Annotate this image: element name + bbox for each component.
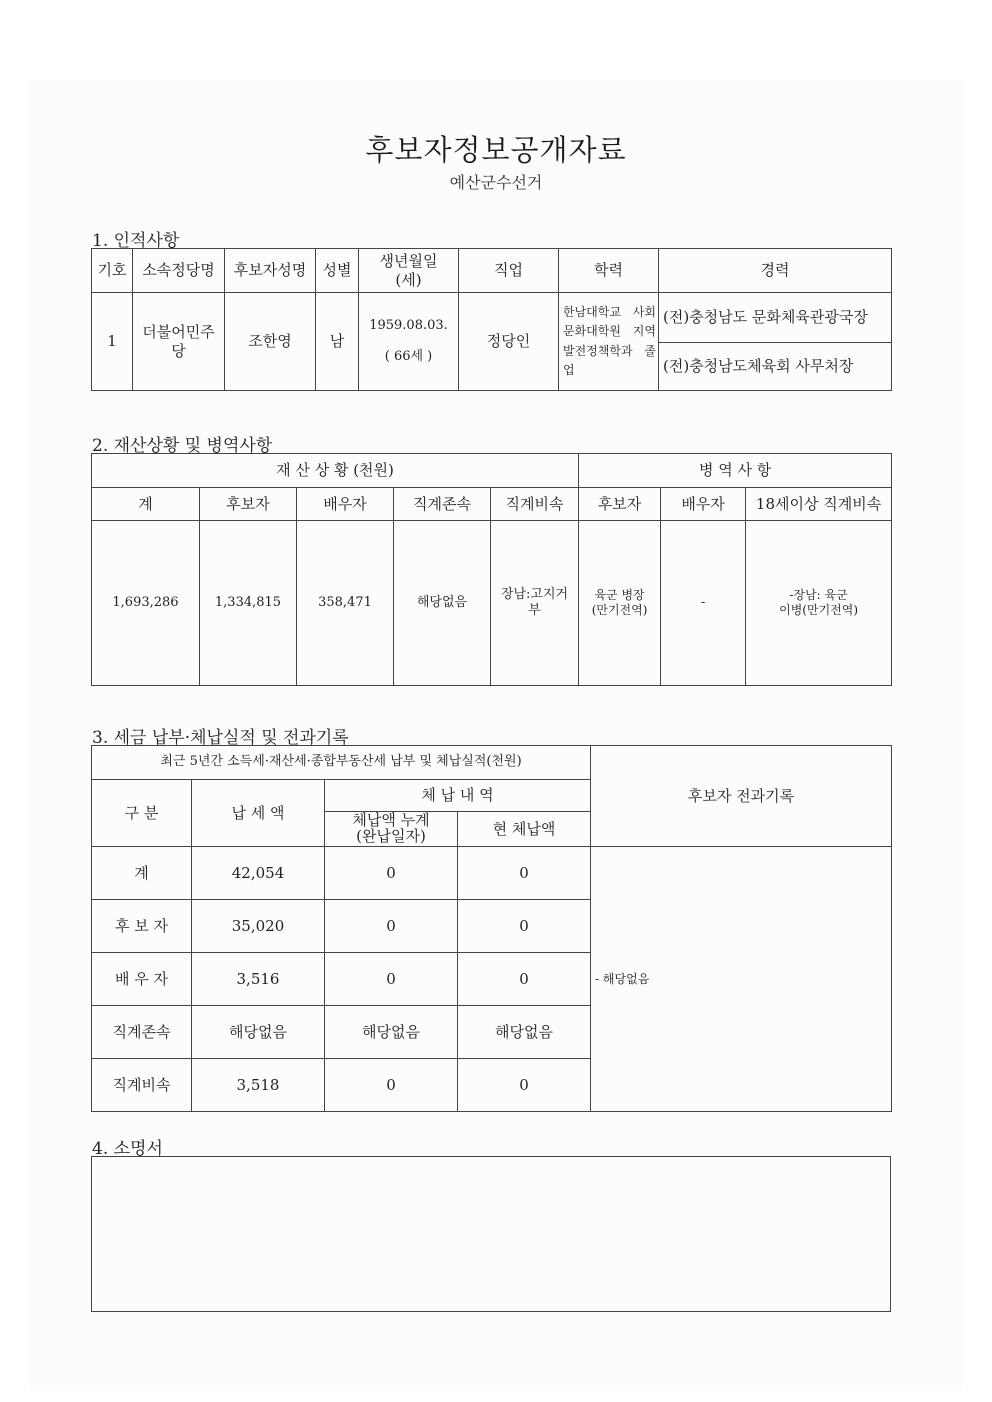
statement-box (91, 1156, 891, 1312)
property-total: 1,693,286 (92, 521, 200, 686)
col-total: 계 (92, 488, 200, 521)
tax-header: 최근 5년간 소득세·재산세·종합부동산세 납부 및 체납실적(천원) (92, 746, 591, 780)
column-header-row (92, 488, 892, 521)
col-arrears-cumulative: 체납액 누계 (완납일자) (325, 812, 458, 847)
col-military-spouse: 배우자 (661, 488, 746, 521)
header-sex: 성별 (316, 249, 359, 293)
tax-row-label: 직계존속 (92, 1006, 192, 1059)
tax-header-row (92, 746, 892, 780)
col-descendants: 직계비속 (491, 488, 579, 521)
tax-row-cumulative: 0 (325, 1059, 458, 1112)
tax-row-current: 0 (458, 1059, 591, 1112)
career-item-2: (전)충청남도체육회 사무처장 (659, 343, 892, 391)
tax-row-paid: 42,054 (192, 847, 325, 900)
section1-heading: 1. 인적사항 (92, 231, 180, 251)
tax-row (92, 847, 892, 900)
header-edu: 학력 (559, 249, 659, 293)
candidate-row (92, 293, 892, 343)
age: ( 66세 ) (384, 348, 433, 364)
header-career: 경력 (659, 249, 892, 293)
header-no: 기호 (92, 249, 133, 293)
military-header: 병 역 사 항 (579, 454, 892, 488)
col-military-candidate: 후보자 (579, 488, 661, 521)
tax-row-cumulative: 해당없음 (325, 1006, 458, 1059)
tax-row-paid: 3,516 (192, 953, 325, 1006)
military-descendants: -장남: 육군 이병(만기전역) (746, 521, 892, 686)
tax-row-cumulative: 0 (325, 900, 458, 953)
property-spouse: 358,471 (297, 521, 394, 686)
col-arrears-current: 현 체납액 (458, 812, 591, 847)
tax-record-table (91, 745, 892, 1112)
header-row (92, 249, 892, 293)
header-name: 후보자성명 (225, 249, 316, 293)
tax-row-label: 계 (92, 847, 192, 900)
col-ascendants: 직계존속 (394, 488, 491, 521)
election-name: 예산군수선거 (449, 173, 543, 192)
tax-row-paid: 35,020 (192, 900, 325, 953)
property-military-table (91, 453, 892, 686)
section4-heading: 4. 소명서 (92, 1139, 163, 1159)
property-header: 재 산 상 황 (천원) (92, 454, 579, 488)
criminal-record-header: 후보자 전과기록 (591, 746, 892, 847)
tax-row-label: 직계비속 (92, 1059, 192, 1112)
military-spouse: - (661, 521, 746, 686)
header-party: 소속정당명 (133, 249, 225, 293)
candidate-job: 정당인 (459, 293, 559, 391)
tax-row-label: 후 보 자 (92, 900, 192, 953)
group-header-row (92, 454, 892, 488)
section2-heading: 2. 재산상황 및 병역사항 (92, 436, 273, 456)
birth-date: 1959.08.03. (369, 318, 448, 334)
tax-row-paid: 3,518 (192, 1059, 325, 1112)
candidate-birth (359, 293, 459, 391)
tax-row-cumulative: 0 (325, 847, 458, 900)
candidate-no: 1 (92, 293, 133, 391)
header-job: 직업 (459, 249, 559, 293)
tax-row-paid: 해당없음 (192, 1006, 325, 1059)
candidate-party: 더불어민주 당 (133, 293, 225, 391)
col-paid: 납 세 액 (192, 780, 325, 847)
col-type: 구 분 (92, 780, 192, 847)
criminal-record-value: - 해당없음 (591, 847, 892, 1112)
candidate-sex: 남 (316, 293, 359, 391)
military-candidate: 육군 병장 (만기전역) (579, 521, 661, 686)
statement-content (92, 1157, 891, 1312)
candidate-education: 한남대학교 사회문화대학원 지역발전정책학과 졸업 (559, 293, 659, 391)
col-arrears: 체 납 내 역 (325, 780, 591, 812)
tax-row-label: 배 우 자 (92, 953, 192, 1006)
candidate-name: 조한영 (225, 293, 316, 391)
page-title: 후보자정보공개자료 (365, 133, 627, 167)
career-item-1: (전)충청남도 문화체육관광국장 (659, 293, 892, 343)
tax-row-current: 0 (458, 953, 591, 1006)
property-candidate: 1,334,815 (200, 521, 297, 686)
personal-info-table (91, 248, 892, 391)
col-spouse: 배우자 (297, 488, 394, 521)
values-row (92, 521, 892, 686)
property-ascendants: 해당없음 (394, 521, 491, 686)
tax-row-cumulative: 0 (325, 953, 458, 1006)
col-military-descendants: 18세이상 직계비속 (746, 488, 892, 521)
header-birth: 생년월일 (세) (359, 249, 459, 293)
tax-row-current: 해당없음 (458, 1006, 591, 1059)
col-candidate: 후보자 (200, 488, 297, 521)
tax-row-current: 0 (458, 900, 591, 953)
section3-heading: 3. 세금 납부·체납실적 및 전과기록 (92, 728, 349, 748)
property-descendants: 장남:고지거 부 (491, 521, 579, 686)
tax-row-current: 0 (458, 847, 591, 900)
